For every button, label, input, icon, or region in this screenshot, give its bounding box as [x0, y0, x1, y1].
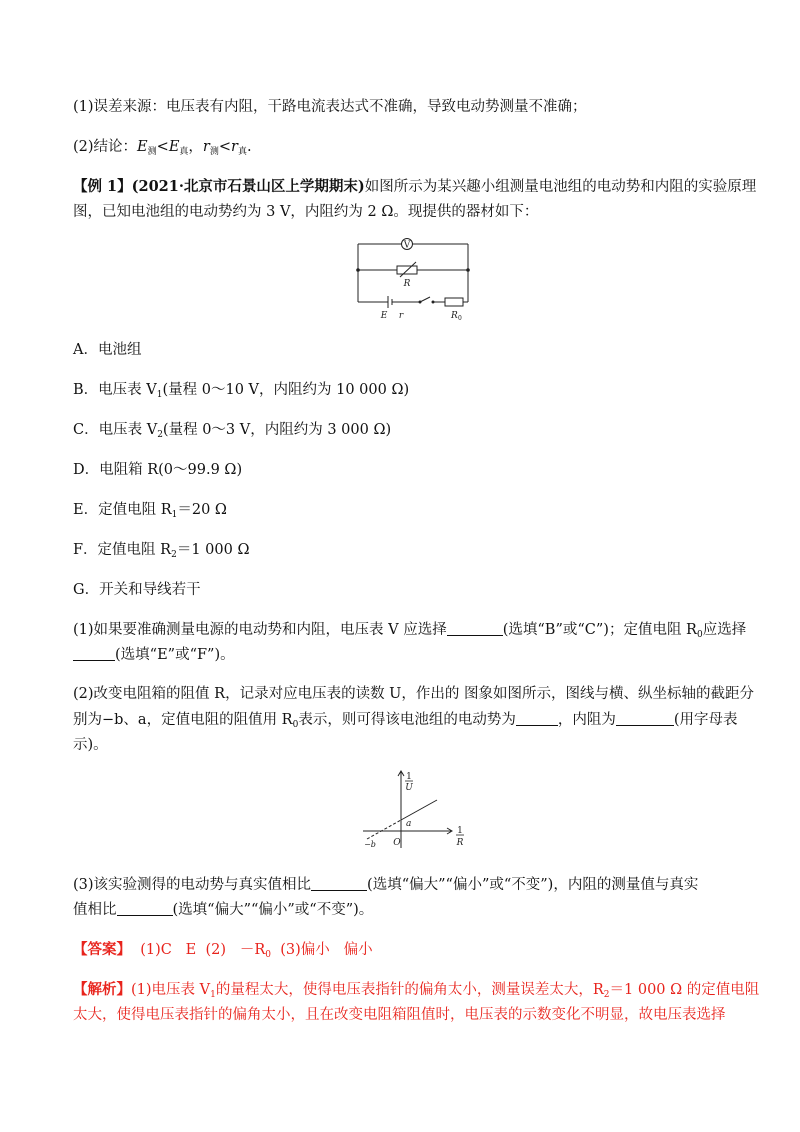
- answer-rest: (3)偏小 偏小: [271, 942, 373, 958]
- answer-tag: 【答案】: [73, 941, 131, 958]
- q2-blank-1[interactable]: [516, 711, 558, 726]
- question-3-line-2: [73, 900, 373, 920]
- option-c-sub: 2: [157, 430, 163, 440]
- option-e-rest: ＝20 Ω: [177, 502, 227, 518]
- question-1-line-1: [73, 620, 746, 645]
- voltmeter-label: V: [403, 240, 411, 251]
- option-c: [73, 420, 391, 445]
- answer-content: (1)C E (2) －R: [131, 942, 266, 958]
- emf-label: E: [380, 311, 388, 321]
- q2-blank-2[interactable]: [616, 711, 674, 726]
- option-b-rest: (量程 0～10 V，内阻约为 10 000 Ω): [162, 382, 410, 398]
- analysis-part-b: 的量程太大，使得电压表指针的偏角太小，测量误差太大，R: [215, 982, 604, 998]
- question-1-line-2: [73, 645, 235, 665]
- conclusion-prefix: (2)结论：: [73, 139, 138, 155]
- option-e-label: E．定值电阻 R: [73, 502, 172, 518]
- example-intro-2: 图，已知电池组的电动势约为 3 V，内阻约为 2 Ω。现提供的器材如下：: [73, 204, 539, 220]
- q2-part-b: 表示，则可得该电池组的电动势为: [298, 712, 516, 728]
- y-axis-num: 1: [406, 772, 412, 782]
- analysis-part-c: ＝1 000 Ω 的定值电阻: [609, 982, 760, 998]
- option-f-label: F．定值电阻 R: [73, 542, 172, 558]
- true-sub-2: 真: [237, 147, 247, 157]
- r0-sub: 0: [458, 315, 462, 322]
- q1-sub: 0: [696, 630, 703, 640]
- q3-part-c: 值相比: [73, 902, 117, 918]
- analysis-part-a: (1)电压表 V: [131, 982, 211, 998]
- example-intro-1: [73, 177, 756, 197]
- analysis-line-1: [73, 980, 759, 1005]
- question-2-line-1: (2)改变电阻箱的阻值 R，记录对应电压表的读数 U，作出的 图象如图所示，图线与横、纵坐标轴的截距分: [73, 686, 755, 702]
- option-b-label: B．电压表 V: [73, 382, 157, 398]
- analysis-tag: 【解析】: [73, 981, 131, 998]
- question-2-line-3: 示)。: [73, 737, 108, 753]
- r-symbol: r: [202, 139, 210, 155]
- internal-r-label: r: [398, 311, 404, 321]
- measured-sub: 测: [147, 147, 157, 157]
- x-axis-den: R: [456, 838, 464, 848]
- q2-part-a: 别为−b、a，定值电阻的阻值用 R: [73, 712, 293, 728]
- period: .: [246, 139, 252, 155]
- q2-sub: 0: [292, 720, 299, 730]
- option-d: D．电阻箱 R(0～99.9 Ω): [73, 462, 243, 478]
- q1-blank-2[interactable]: [73, 646, 115, 661]
- q3-blank-2[interactable]: [117, 901, 173, 916]
- e-symbol: E: [137, 139, 148, 155]
- a-label: a: [406, 819, 412, 829]
- neg-b-label: −b: [364, 840, 376, 849]
- e-symbol-2: E: [168, 139, 180, 155]
- resistor-box-label: R: [403, 279, 411, 289]
- r-symbol-2: r: [231, 139, 238, 155]
- option-f: [73, 540, 249, 565]
- lt-sign: <: [156, 139, 169, 155]
- x-axis-num: 1: [457, 826, 463, 836]
- example-text-1: 如图所示为某兴趣小组测量电池组的电动势和内阻的实验原理: [364, 179, 757, 195]
- option-f-rest: ＝1 000 Ω: [176, 542, 250, 558]
- option-e: [73, 500, 227, 525]
- analysis-line-2: 太大，使得电压表指针的偏角太小，且在改变电阻箱阻值时，电压表的示数变化不明显，故电压表选择: [73, 1007, 726, 1023]
- question-2-line-2: [73, 710, 738, 735]
- y-axis-den: U: [405, 783, 413, 793]
- option-f-sub: 2: [171, 550, 177, 560]
- option-b-sub: 1: [156, 390, 163, 400]
- origin-label: O: [393, 838, 401, 848]
- inverse-graph: [355, 768, 475, 853]
- error-source-line: (1)误差来源：电压表有内阻，干路电流表达式不准确，导致电动势测量不准确；: [73, 99, 587, 115]
- conclusion-line: [73, 137, 252, 162]
- option-g: G．开关和导线若干: [73, 582, 201, 598]
- example-tag: 【例 1】: [73, 178, 132, 195]
- q3-part-d: (选填“偏大”“偏小”或“不变”)。: [172, 902, 374, 918]
- q1-blank-1[interactable]: [447, 621, 503, 636]
- q3-part-a: (3)该实验测得的电动势与真实值相比: [73, 877, 312, 893]
- option-c-rest: (量程 0～3 V，内阻约为 3 000 Ω): [162, 422, 392, 438]
- answer-sub: 0: [265, 950, 272, 960]
- q3-part-b: (选填“偏大”“偏小”或“不变”)，内阻的测量值与真实: [367, 877, 699, 893]
- q1-part3: 应选择: [702, 622, 747, 638]
- option-a: A．电池组: [73, 342, 142, 358]
- r0-label: R: [451, 311, 458, 321]
- question-3-line-1: [73, 875, 698, 895]
- q1-part2: (选填“B”或“C”)；定值电阻 R: [502, 622, 697, 638]
- q1-part4: (选填“E”或“F”)。: [115, 647, 235, 663]
- lt-sign-2: <: [218, 139, 232, 155]
- q2-part-c: ，内阻为: [557, 712, 616, 728]
- option-b: [73, 380, 409, 405]
- comma: ，: [188, 139, 203, 155]
- circuit-diagram: [350, 233, 475, 323]
- option-c-label: C．电压表 V: [73, 422, 158, 438]
- example-source: (2021·北京市石景山区上学期期末): [131, 178, 365, 195]
- analysis-sub-1: 1: [210, 990, 216, 1000]
- analysis-sub-2: 2: [603, 990, 610, 1000]
- q2-part-d: (用字母表: [673, 712, 738, 728]
- option-e-sub: 1: [171, 510, 178, 520]
- answer-line: [73, 940, 373, 965]
- true-sub: 真: [179, 147, 189, 157]
- q3-blank-1[interactable]: [311, 876, 367, 891]
- q1-part1: (1)如果要准确测量电源的电动势和内阻，电压表 V 应选择: [73, 622, 447, 638]
- measured-sub-2: 测: [209, 147, 219, 157]
